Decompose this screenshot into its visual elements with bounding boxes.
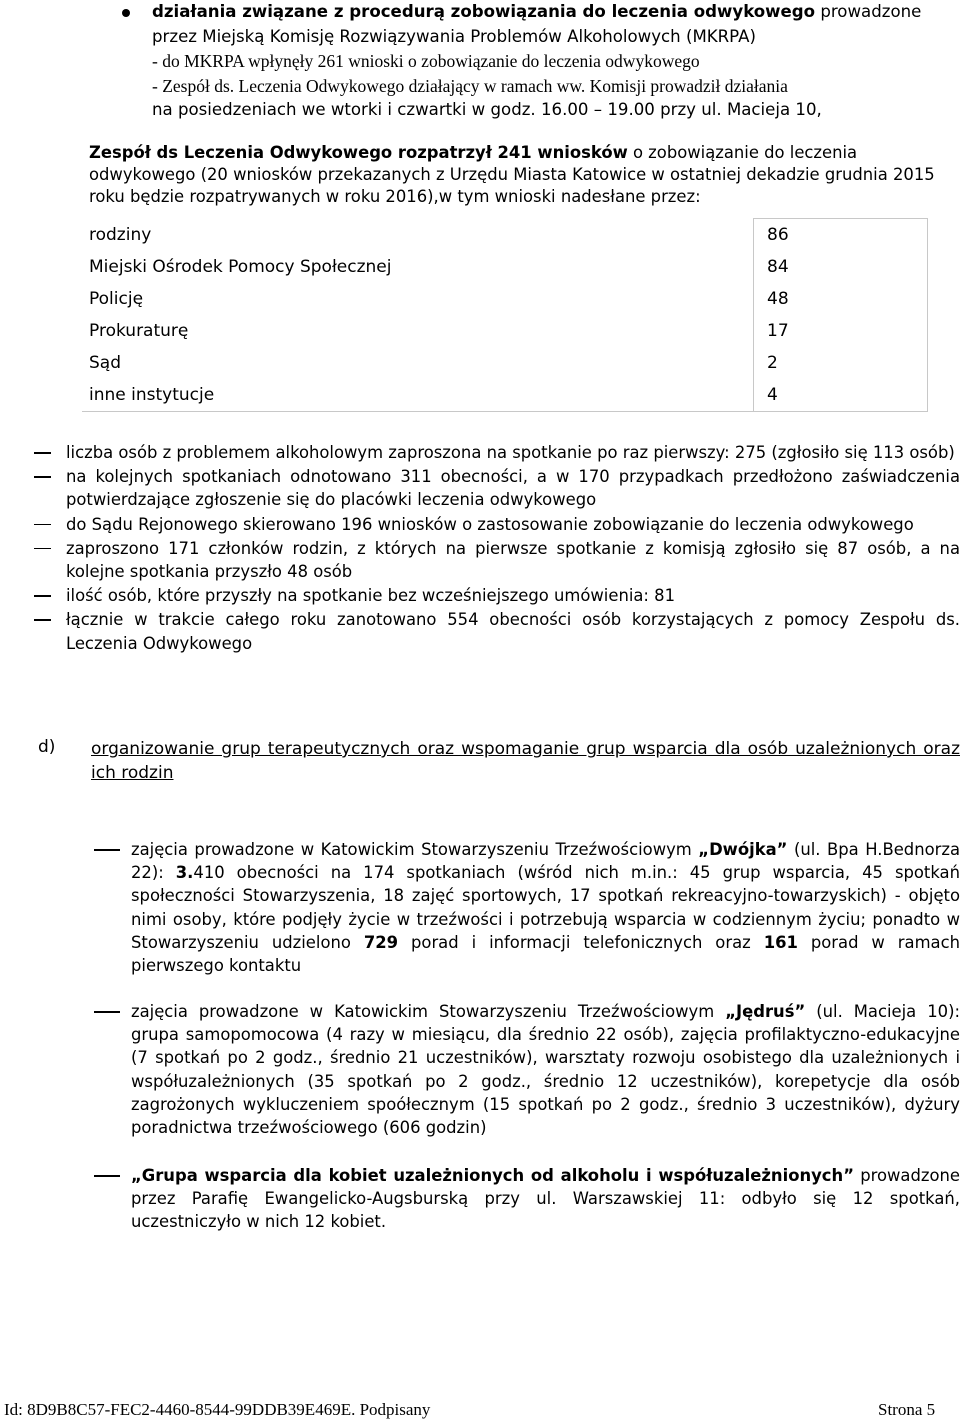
- list-item-text: liczba osób z problemem alkoholowym zaproszona na spotkanie po raz pierwszy: 275 (zgłosiło się 113 osób): [66, 443, 955, 462]
- list-item: [34, 441, 960, 464]
- item3-group-name: „Grupa wsparcia dla kobiet uzależnionych od alkoholu i współuzależnionych”: [131, 1166, 854, 1185]
- table-row: [82, 379, 928, 412]
- table-cell-count: 17: [754, 315, 928, 347]
- dash-marker-icon: [34, 476, 51, 478]
- table-cell-count: 4: [754, 379, 928, 412]
- footer-page-number: Strona 5: [878, 1400, 936, 1419]
- bullet-line5: na posiedzeniach we wtorki i czwartki w godz. 16.00 – 19.00 przy ul. Macieja 10,: [152, 100, 822, 119]
- item1-bold-161: 161: [763, 932, 798, 952]
- footer-document-id: Id: 8D9B8C57-FEC2-4460-8544-99DDB39E469E. Podpisany: [4, 1400, 431, 1419]
- bullet-line2: przez Miejską Komisję Rozwiązywania Problemów Alkoholowych (MKRPA): [152, 26, 756, 46]
- table-cell-count: 84: [754, 251, 928, 283]
- dash-marker-icon: [94, 849, 120, 851]
- section-d-label: d): [38, 737, 56, 757]
- item1-text-g: porad i informacji telefonicznych oraz: [398, 932, 764, 952]
- table-cell-count: 48: [754, 283, 928, 315]
- bullet-line4: - Zespół ds. Leczenia Odwykowego działający w ramach ww. Komisji prowadził działania: [152, 75, 788, 96]
- item3-text-b: prowadzone przez Parafię Ewangelicko-Augsburską przy ul. Warszawskiej 11: odbyło się 12 spotkań, uczestniczyło w nich 12 kobiet.: [131, 1166, 960, 1232]
- list-item: [34, 584, 960, 607]
- summary-paragraph: [89, 142, 951, 208]
- section-d-title: organizowanie grup terapeutycznych oraz wspomaganie grup wsparcia dla osób uzależnionych oraz ich rodzin: [91, 739, 960, 783]
- dash-marker-icon: [34, 595, 51, 597]
- table-row: [82, 347, 928, 379]
- item1-bold-729: 729: [363, 932, 399, 952]
- list-item-text: zaproszono 171 członków rodzin, z których na pierwsze spotkanie z komisją zgłosiło się 87 osób, a na kolejne spotkania przyszło 48 osób: [66, 538, 960, 582]
- list-item-text: do Sądu Rejonowego skierowano 196 wniosków o zastosowanie zobowiązanie do leczenia odwykowego: [66, 514, 914, 534]
- table-row: [82, 219, 928, 252]
- table-row: [82, 283, 928, 315]
- dash-marker-icon: [34, 524, 51, 526]
- summary-bold: Zespół ds Leczenia Odwykowego rozpatrzył 241 wniosków: [89, 143, 628, 162]
- item1-org-name: „Dwójka”: [698, 840, 788, 859]
- activity-item-jedrus: [94, 1000, 960, 1139]
- activity-item-dwojka: [94, 838, 960, 977]
- statistics-list: [34, 441, 960, 656]
- table-cell-source: inne instytucje: [82, 379, 754, 412]
- dash-marker-icon: [94, 1011, 120, 1013]
- dash-marker-icon: [34, 548, 51, 550]
- bullet-line1-rest: prowadzone: [815, 2, 922, 21]
- item2-org-name: „Jędruś”: [725, 1002, 806, 1021]
- table-cell-source: rodziny: [82, 219, 754, 252]
- list-item: [34, 513, 960, 536]
- summary-rest: o zobowiązanie do leczenia odwykowego (20 wniosków przekazanych z Urzędu Miasta Katowice w ostatniej dekadzie grudnia 2015 roku będzie rozpatrywanych w roku 2016),w tym wnioski nadesłane przez:: [89, 143, 935, 206]
- item2-text-a: zajęcia prowadzone w Katowickim Stowarzyszeniu Trzeźwościowym: [131, 1002, 726, 1021]
- table-cell-source: Miejski Ośrodek Pomocy Społecznej: [82, 251, 754, 283]
- table-row: [82, 251, 928, 283]
- dash-marker-icon: [94, 1175, 120, 1177]
- bullet-dot-icon: [122, 9, 130, 17]
- list-item-text: łącznie w trakcie całego roku zanotowano 554 obecności osób korzystających z pomocy Zespołu ds. Leczenia Odwykowego: [66, 610, 960, 653]
- item1-text-a: zajęcia prowadzone w Katowickim Stowarzyszeniu Trzeźwościowym: [131, 840, 699, 859]
- table-cell-source: Sąd: [82, 347, 754, 379]
- table-row: [82, 315, 928, 347]
- item1-text-i: porad w ramach pierwszego kontaktu: [131, 932, 960, 976]
- table-cell-source: Policję: [82, 283, 754, 315]
- list-item: [34, 537, 960, 583]
- dash-marker-icon: [34, 619, 51, 621]
- dash-marker-icon: [34, 452, 51, 454]
- list-item-text: na kolejnych spotkaniach odnotowano 311 obecności, a w 170 przypadkach przedłożono zaświadczenia potwierdzające zgłoszenie się do placówki leczenia odwykowego: [66, 467, 960, 510]
- list-item: [34, 465, 960, 511]
- item1-text-c: (ul. Bpa H.Bednorza 22):: [131, 840, 960, 883]
- bullet-text: [152, 0, 960, 123]
- bullet-line3: - do MKRPA wpłynęły 261 wnioski o zobowiązanie do leczenia odwykowego: [152, 51, 700, 71]
- bullet-bold-lead: działania związane z procedurą zobowiązania do leczenia odwykowego: [152, 2, 816, 21]
- item1-bold-number: 3.: [175, 863, 194, 883]
- table-cell-count: 86: [754, 219, 928, 252]
- list-item: [34, 608, 960, 654]
- sources-table: [82, 218, 928, 412]
- table-cell-source: Prokuraturę: [82, 315, 754, 347]
- item1-text-e: 410 obecności na 174 spotkaniach (wśród nich m.in.: 45 grup wsparcia, 45 spotkań społeczności Stowarzyszenia, 18 zajęć sportowych, 17 spotkań rekreacyjno-towarzyskich) - objęto nimi osoby, które podjęły życie w trzeźwości i potrzebują wsparcia w codziennym życiu; ponadto w Stowarzyszeniu udzielono: [131, 863, 960, 952]
- activity-item-women-group: [94, 1164, 960, 1234]
- item2-text-c: (ul. Macieja 10): grupa samopomocowa (4 razy w miesiącu, dla średnio 22 osób), zajęcia profilaktyczno-edukacyjne (7 spotkań po 2 godz., średnio 21 uczestników), warsztaty rozwoju osobistego dla uzależnionych i współuzależnionych (35 spotkań po 2 godz., średnio 12 uczestników), korepetycje dla osób zagrożonych wykluczeniem spoółecznym (15 spotkań po 2 godz., średnio 3 uczestników), dyżury poradnictwa trzeźwościowego (606 godzin): [131, 1002, 960, 1138]
- table-cell-count: 2: [754, 347, 928, 379]
- list-item-text: ilość osób, które przyszły na spotkanie bez wcześniejszego umówienia: 81: [66, 586, 676, 606]
